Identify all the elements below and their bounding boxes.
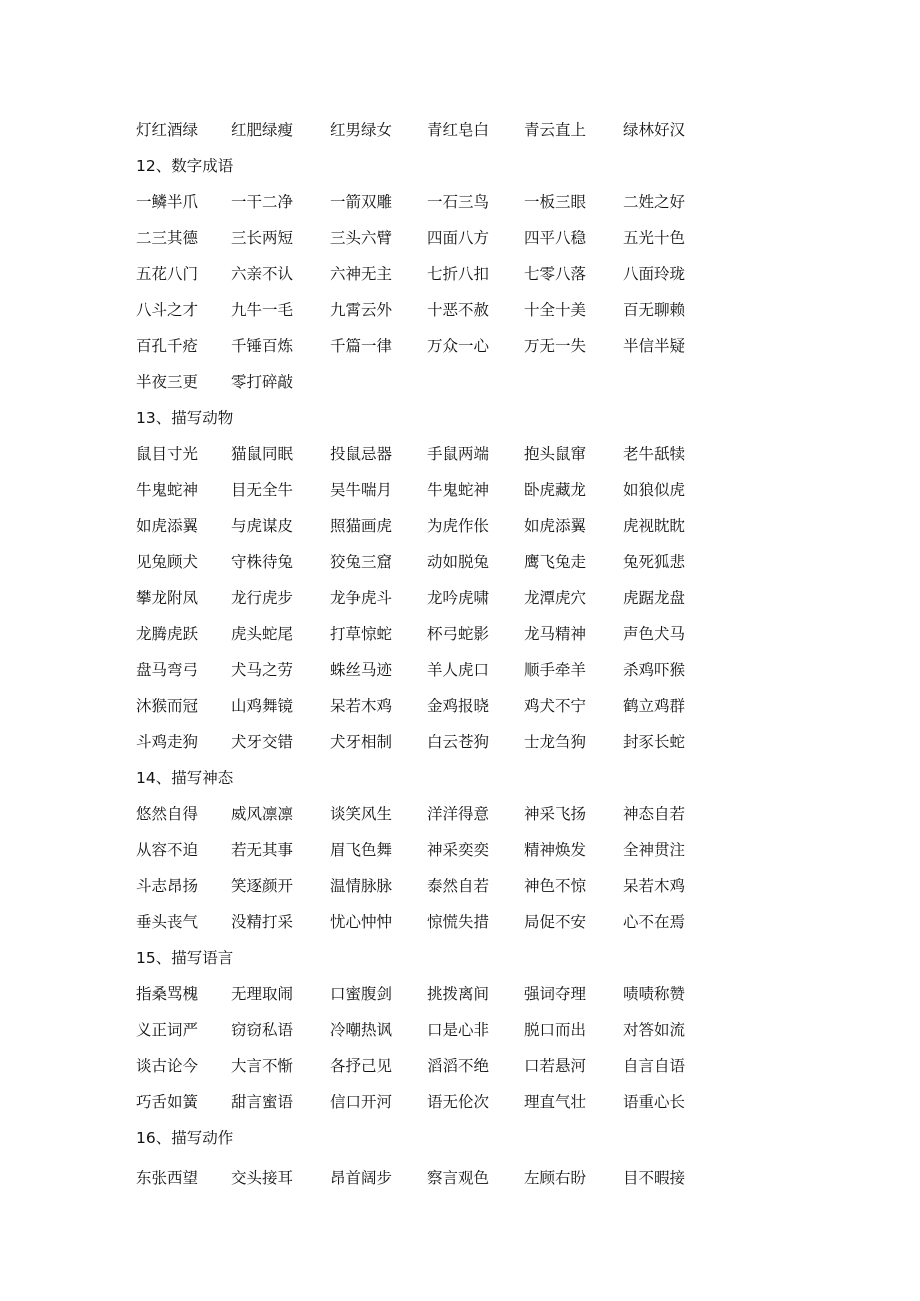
- idiom-item: 半信半疑: [623, 337, 686, 355]
- idiom-item: 守株待兔: [231, 553, 294, 571]
- idiom-item: 理直气壮: [524, 1093, 587, 1111]
- idiom-item: 白云苍狗: [427, 733, 490, 751]
- section-heading: 12、数字成语: [136, 157, 234, 175]
- idiom-item: 窃窃私语: [231, 1021, 294, 1039]
- idiom-item: 从容不迫: [136, 841, 199, 859]
- idiom-row: [136, 1084, 686, 1120]
- idiom-row: [136, 184, 686, 220]
- section-heading: 14、描写神态: [136, 769, 234, 787]
- idiom-item: 六神无主: [330, 265, 393, 283]
- idiom-item: 龙吟虎啸: [427, 589, 490, 607]
- idiom-item: 如虎添翼: [524, 517, 587, 535]
- idiom-item: 羊人虎口: [427, 661, 490, 679]
- idiom-item: 七零八落: [524, 265, 587, 283]
- idiom-item: 笑逐颜开: [231, 877, 294, 895]
- idiom-item: 五光十色: [623, 229, 686, 247]
- idiom-item: 红男绿女: [330, 121, 393, 139]
- idiom-item: 东张西望: [136, 1169, 199, 1187]
- idiom-item: 沐猴而冠: [136, 697, 199, 715]
- idiom-row: [136, 364, 294, 400]
- idiom-item: 全神贯注: [623, 841, 686, 859]
- idiom-item: 狡兔三窟: [330, 553, 393, 571]
- idiom-item: 虎视眈眈: [623, 517, 686, 535]
- idiom-item: 十全十美: [524, 301, 587, 319]
- idiom-item: 与虎谋皮: [231, 517, 294, 535]
- idiom-item: 强词夺理: [524, 985, 587, 1003]
- idiom-item: 义正词严: [136, 1021, 199, 1039]
- idiom-document: [136, 112, 686, 1196]
- idiom-item: 吴牛喘月: [330, 481, 393, 499]
- idiom-item: 指桑骂槐: [136, 985, 199, 1003]
- idiom-item: 蛛丝马迹: [330, 661, 393, 679]
- idiom-item: 万无一失: [524, 337, 587, 355]
- idiom-item: 金鸡报晓: [427, 697, 490, 715]
- idiom-row: [136, 544, 686, 580]
- idiom-item: 犬牙交错: [231, 733, 294, 751]
- idiom-item: 对答如流: [623, 1021, 686, 1039]
- idiom-item: 威风凛凛: [231, 805, 294, 823]
- idiom-item: 青红皂白: [427, 121, 490, 139]
- idiom-item: 三长两短: [231, 229, 294, 247]
- idiom-item: 滔滔不绝: [427, 1057, 490, 1075]
- idiom-item: 垂头丧气: [136, 913, 199, 931]
- idiom-item: 如虎添翼: [136, 517, 199, 535]
- idiom-item: 一石三鸟: [427, 193, 490, 211]
- idiom-item: 红肥绿瘦: [231, 121, 294, 139]
- idiom-row: [136, 688, 686, 724]
- idiom-item: 无理取闹: [231, 985, 294, 1003]
- idiom-item: 鹰飞兔走: [524, 553, 587, 571]
- idiom-item: 悠然自得: [136, 805, 199, 823]
- idiom-item: 盘马弯弓: [136, 661, 199, 679]
- idiom-item: 惊慌失措: [427, 913, 490, 931]
- idiom-item: 目无全牛: [231, 481, 294, 499]
- idiom-item: 青云直上: [524, 121, 587, 139]
- idiom-item: 甜言蜜语: [231, 1093, 294, 1111]
- idiom-row: [136, 472, 686, 508]
- idiom-item: 呆若木鸡: [330, 697, 393, 715]
- idiom-row: [136, 724, 686, 760]
- idiom-row: [136, 652, 686, 688]
- idiom-item: 神采奕奕: [427, 841, 490, 859]
- idiom-row: [136, 796, 686, 832]
- idiom-row: [136, 832, 686, 868]
- idiom-item: 昂首阔步: [330, 1169, 393, 1187]
- idiom-row: [136, 1012, 686, 1048]
- idiom-item: 动如脱兔: [427, 553, 490, 571]
- idiom-row: [136, 292, 686, 328]
- idiom-item: 口蜜腹剑: [330, 985, 393, 1003]
- idiom-item: 五花八门: [136, 265, 199, 283]
- idiom-item: 零打碎敲: [231, 373, 294, 391]
- idiom-item: 绿林好汉: [623, 121, 686, 139]
- idiom-item: 呆若木鸡: [623, 877, 686, 895]
- idiom-row: [136, 1160, 686, 1196]
- idiom-item: 若无其事: [231, 841, 294, 859]
- idiom-item: 一干二净: [231, 193, 294, 211]
- idiom-item: 如狼似虎: [623, 481, 686, 499]
- idiom-item: 龙腾虎跃: [136, 625, 199, 643]
- idiom-item: 老牛舐犊: [623, 445, 686, 463]
- idiom-item: 没精打采: [231, 913, 294, 931]
- idiom-item: 心不在焉: [623, 913, 686, 931]
- idiom-item: 龙行虎步: [231, 589, 294, 607]
- idiom-item: 杀鸡吓猴: [623, 661, 686, 679]
- idiom-item: 鸡犬不宁: [524, 697, 587, 715]
- idiom-item: 斗鸡走狗: [136, 733, 199, 751]
- idiom-item: 神态自若: [623, 805, 686, 823]
- idiom-item: 神采飞扬: [524, 805, 587, 823]
- idiom-item: 忧心忡忡: [330, 913, 393, 931]
- idiom-item: 顺手牵羊: [524, 661, 587, 679]
- idiom-item: 犬牙相制: [330, 733, 393, 751]
- idiom-item: 各抒己见: [330, 1057, 393, 1075]
- idiom-item: 猫鼠同眠: [231, 445, 294, 463]
- idiom-item: 虎头蛇尾: [231, 625, 294, 643]
- idiom-item: 三头六臂: [330, 229, 393, 247]
- idiom-item: 鹤立鸡群: [623, 697, 686, 715]
- idiom-item: 攀龙附凤: [136, 589, 199, 607]
- idiom-item: 杯弓蛇影: [427, 625, 490, 643]
- idiom-item: 挑拨离间: [427, 985, 490, 1003]
- idiom-item: 九牛一毛: [231, 301, 294, 319]
- idiom-row: [136, 868, 686, 904]
- idiom-item: 千篇一律: [330, 337, 393, 355]
- idiom-item: 察言观色: [427, 1169, 490, 1187]
- idiom-item: 鼠目寸光: [136, 445, 199, 463]
- idiom-item: 百无聊赖: [623, 301, 686, 319]
- idiom-item: 牛鬼蛇神: [136, 481, 199, 499]
- idiom-item: 脱口而出: [524, 1021, 587, 1039]
- idiom-item: 为虎作伥: [427, 517, 490, 535]
- idiom-item: 洋洋得意: [427, 805, 490, 823]
- idiom-item: 自言自语: [623, 1057, 686, 1075]
- idiom-item: 照猫画虎: [330, 517, 393, 535]
- idiom-item: 一板三眼: [524, 193, 587, 211]
- idiom-item: 局促不安: [524, 913, 587, 931]
- idiom-row: [136, 1048, 686, 1084]
- idiom-item: 四平八稳: [524, 229, 587, 247]
- idiom-item: 打草惊蛇: [330, 625, 393, 643]
- idiom-item: 大言不惭: [231, 1057, 294, 1075]
- idiom-item: 声色犬马: [623, 625, 686, 643]
- idiom-item: 四面八方: [427, 229, 490, 247]
- idiom-item: 抱头鼠窜: [524, 445, 587, 463]
- idiom-row: [136, 580, 686, 616]
- section-heading: 16、描写动作: [136, 1129, 234, 1147]
- section-heading: 13、描写动物: [136, 409, 234, 427]
- idiom-item: 泰然自若: [427, 877, 490, 895]
- idiom-item: 巧舌如簧: [136, 1093, 199, 1111]
- idiom-row: [136, 904, 686, 940]
- idiom-item: 九霄云外: [330, 301, 393, 319]
- idiom-row: [136, 616, 686, 652]
- idiom-item: 交头接耳: [231, 1169, 294, 1187]
- idiom-item: 信口开河: [330, 1093, 393, 1111]
- idiom-item: 手鼠两端: [427, 445, 490, 463]
- idiom-item: 二三其德: [136, 229, 199, 247]
- idiom-row: [136, 508, 686, 544]
- idiom-item: 谈笑风生: [330, 805, 393, 823]
- idiom-item: 千锤百炼: [231, 337, 294, 355]
- idiom-item: 虎踞龙盘: [623, 589, 686, 607]
- idiom-item: 封豕长蛇: [623, 733, 686, 751]
- idiom-row: [136, 436, 686, 472]
- idiom-item: 万众一心: [427, 337, 490, 355]
- idiom-item: 龙潭虎穴: [524, 589, 587, 607]
- idiom-item: 见兔顾犬: [136, 553, 199, 571]
- idiom-item: 啧啧称赞: [623, 985, 686, 1003]
- idiom-item: 犬马之劳: [231, 661, 294, 679]
- idiom-item: 百孔千疮: [136, 337, 199, 355]
- idiom-item: 斗志昂扬: [136, 877, 199, 895]
- idiom-item: 谈古论今: [136, 1057, 199, 1075]
- idiom-item: 士龙刍狗: [524, 733, 587, 751]
- idiom-row: [136, 220, 686, 256]
- idiom-item: 冷嘲热讽: [330, 1021, 393, 1039]
- idiom-row: [136, 112, 686, 148]
- idiom-item: 口若悬河: [524, 1057, 587, 1075]
- idiom-item: 一箭双雕: [330, 193, 393, 211]
- idiom-item: 投鼠忌器: [330, 445, 393, 463]
- idiom-item: 二姓之好: [623, 193, 686, 211]
- idiom-item: 卧虎藏龙: [524, 481, 587, 499]
- idiom-item: 语无伦次: [427, 1093, 490, 1111]
- idiom-item: 眉飞色舞: [330, 841, 393, 859]
- idiom-item: 目不暇接: [623, 1169, 686, 1187]
- idiom-item: 温情脉脉: [330, 877, 393, 895]
- idiom-item: 七折八扣: [427, 265, 490, 283]
- idiom-row: [136, 328, 686, 364]
- idiom-item: 口是心非: [427, 1021, 490, 1039]
- idiom-row: [136, 976, 686, 1012]
- idiom-item: 灯红酒绿: [136, 121, 199, 139]
- idiom-item: 十恶不赦: [427, 301, 490, 319]
- idiom-item: 龙马精神: [524, 625, 587, 643]
- idiom-item: 龙争虎斗: [330, 589, 393, 607]
- idiom-item: 左顾右盼: [524, 1169, 587, 1187]
- idiom-item: 兔死狐悲: [623, 553, 686, 571]
- idiom-item: 一鳞半爪: [136, 193, 199, 211]
- idiom-item: 山鸡舞镜: [231, 697, 294, 715]
- idiom-item: 六亲不认: [231, 265, 294, 283]
- idiom-item: 八斗之才: [136, 301, 199, 319]
- idiom-item: 牛鬼蛇神: [427, 481, 490, 499]
- idiom-item: 八面玲珑: [623, 265, 686, 283]
- idiom-item: 半夜三更: [136, 373, 199, 391]
- idiom-item: 精神焕发: [524, 841, 587, 859]
- idiom-item: 语重心长: [623, 1093, 686, 1111]
- section-heading: 15、描写语言: [136, 949, 234, 967]
- idiom-item: 神色不惊: [524, 877, 587, 895]
- idiom-row: [136, 256, 686, 292]
